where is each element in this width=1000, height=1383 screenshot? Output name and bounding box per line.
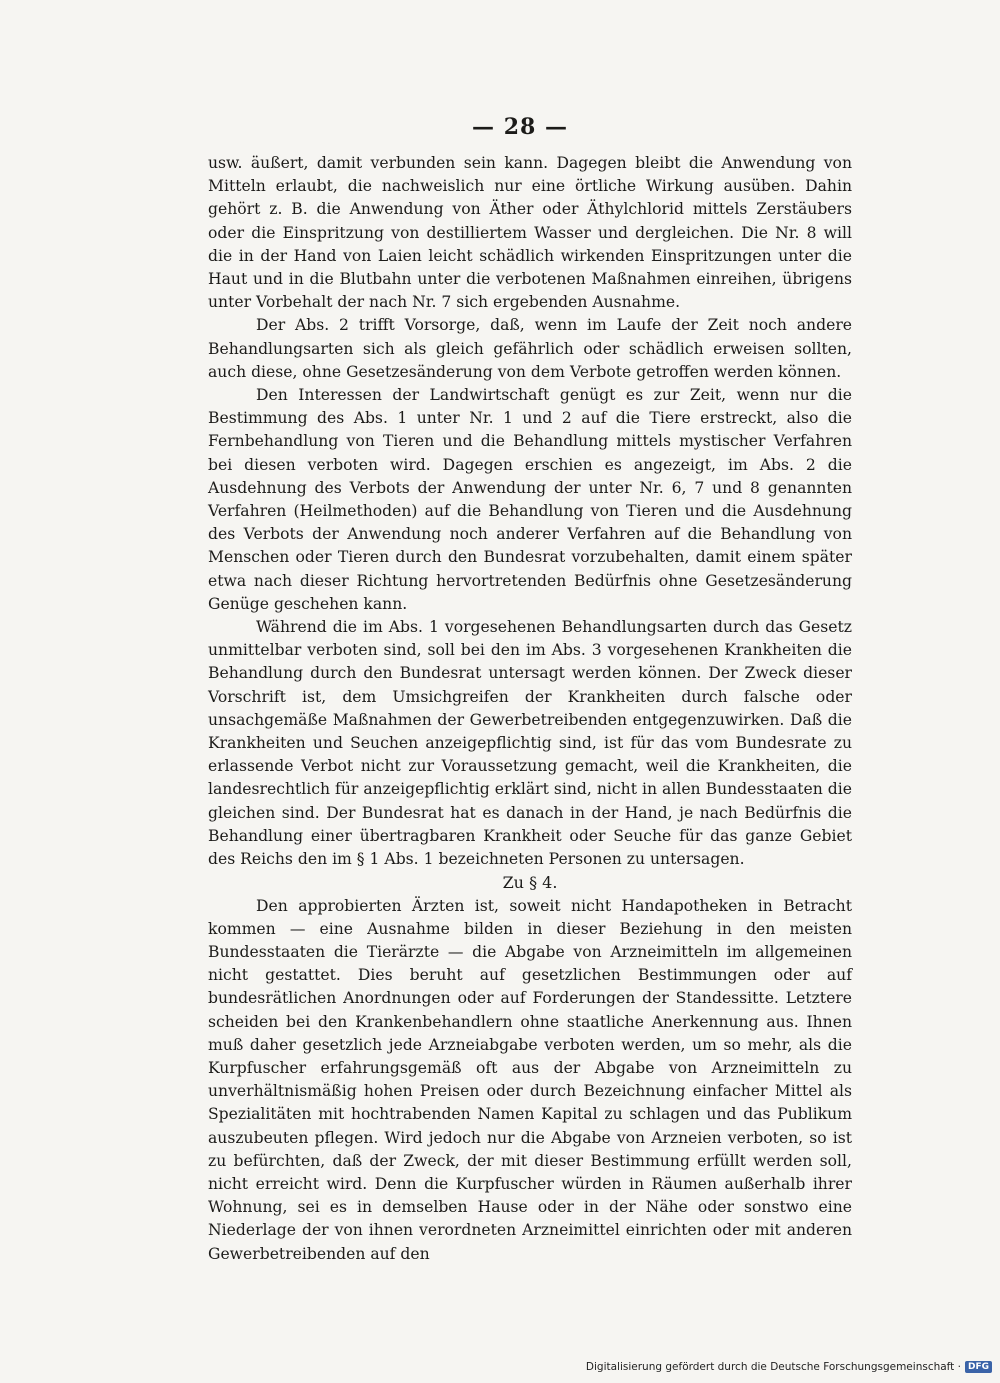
page-number: — 28 — — [472, 114, 568, 140]
dfg-logo-icon: DFG — [965, 1361, 992, 1373]
paragraph: Den Interessen der Landwirtschaft genügt es zur Zeit, wenn nur die Bestimmung des Abs. 1 unter Nr. 1 und 2 auf die Tiere erstreckt, also die Fernbehandlung von Tieren und die Behandlung mittels mystischer Verfahren bei diesen verboten wird. Dagegen erschien es angezeigt, im Abs. 2 die Ausdehnung des Verbots der Anwendung der unter Nr. 6, 7 und 8 genannten Verfahren (Heilmethoden) auf die Behandlung von Tieren und die Ausdehnung des Verbots der Anwendung noch anderer Verfahren auf die Behandlung von Menschen oder Tieren durch den Bundesrat vorzubehalten, damit einem später etwa nach dieser Richtung hervortretenden Bedürfnis ohne Gesetzesänderung Genüge geschehen kann. — [208, 386, 852, 613]
footer-credit: Digitalisierung gefördert durch die Deutsche Forschungsgemeinschaft · — [585, 1361, 961, 1373]
footer — [586, 1361, 992, 1373]
section-heading: Zu § 4. — [502, 873, 558, 893]
paragraph: usw. äußert, damit verbunden sein kann. Dagegen bleibt die Anwendung von Mitteln erlaubt, die nachweislich nur eine örtliche Wirkung ausüben. Dahin gehört z. B. die Anwendung von Äther oder Äthylchlorid mittels Zerstäubers oder die Einspritzung von destilliertem Wasser und dergleichen. Die Nr. 8 will die in der Hand von Laien leicht schädlich wirkenden Einspritzungen unter die Haut und in die Blutbahn unter die verbotenen Maßnahmen einreihen, übrigens unter Vorbehalt der nach Nr. 7 sich ergebenden Ausnahme. — [208, 154, 852, 312]
paragraph: Während die im Abs. 1 vorgesehenen Behandlungsarten durch das Gesetz unmittelbar verboten sind, soll bei den im Abs. 3 vorgesehenen Krankheiten die Behandlung durch den Bundesrat untersagt werden können. Der Zweck dieser Vorschrift ist, dem Umsichgreifen der Krankheiten durch falsche oder unsachgemäße Maßnahmen der Gewerbetreibenden entgegenzuwirken. Daß die Krankheiten und Seuchen anzeigepflichtig sind, ist für das vom Bundesrate zu erlassende Verbot nicht zur Voraussetzung gemacht, weil die Krankheiten, die landesrechtlich für anzeigepflichtig erklärt sind, nicht in allen Bundesstaaten die gleichen sind. Der Bundesrat hat es danach in der Hand, je nach Bedürfnis die Behandlung einer übertragbaren Krankheit oder Seuche für das ganze Gebiet des Reichs den im § 1 Abs. 1 bezeichneten Personen zu untersagen. — [208, 618, 852, 869]
body-text — [208, 152, 852, 1266]
paragraph: Den approbierten Ärzten ist, soweit nicht Handapotheken in Betracht kommen — eine Ausnahme bilden in dieser Beziehung in den meisten Bundesstaaten die Tierärzte — die Abgabe von Arzneimitteln im allgemeinen nicht gestattet. Dies beruht auf gesetzlichen Bestimmungen oder auf bundesrätlichen Anordnungen oder auf Forderungen der Standessitte. Letztere scheiden bei den Krankenbehandlern ohne staatliche Anerkennung aus. Ihnen muß daher gesetzlich jede Arzneiabgabe verboten werden, um so mehr, als die Kurpfuscher erfahrungsgemäß oft aus der Abgabe von Arzneimitteln zu unverhältnismäßig hohen Preisen oder durch Bezeichnung einfacher Mittel als Spezialitäten mit hochtrabenden Namen Kapital zu schlagen und das Publikum auszubeuten pflegen. Wird jedoch nur die Abgabe von Arzneien verboten, so ist zu befürchten, daß der Zweck, der mit dieser Bestimmung erfüllt werden soll, nicht erreicht wird. Denn die Kurpfuscher würden in Räumen außerhalb ihrer Wohnung, sei es in demselben Hause oder in der Nähe oder sonstwo eine Niederlage der von ihnen verordneten Arzneimittel einrichten oder mit anderen Gewerbetreibenden auf den — [208, 896, 852, 1263]
paragraph: Der Abs. 2 trifft Vorsorge, daß, wenn im Laufe der Zeit noch andere Behandlungsarten sich als gleich gefährlich oder schädlich erweisen sollten, auch diese, ohne Gesetzesänderung von dem Verbote getroffen werden können. — [208, 316, 852, 381]
